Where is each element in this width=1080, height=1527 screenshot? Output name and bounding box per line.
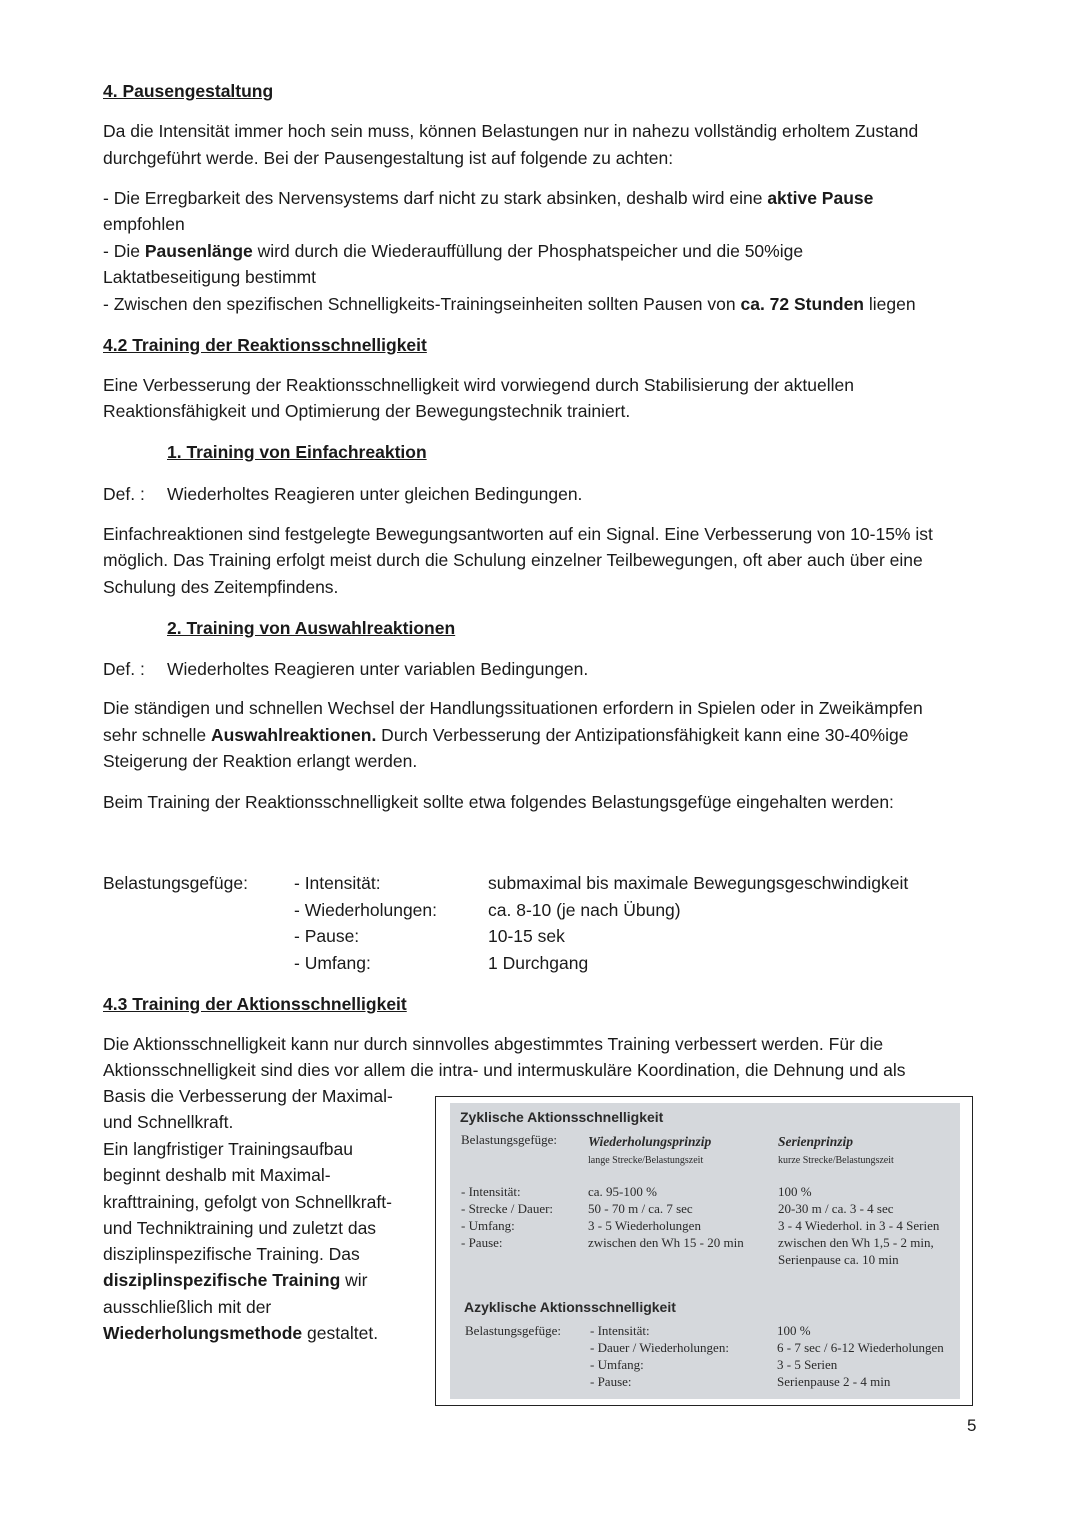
paragraph-line: empfohlen [103,214,185,234]
zyk-key: - Strecke / Dauer: [461,1201,554,1216]
text: wird durch die Wiederauffüllung der Phosphatspeicher und die 50%ige [252,241,804,261]
paragraph-line: durchgeführt werde. Bei der Pausengestaltung ist auf folgende zu achten: [103,148,674,168]
wiederholungsprinzip-sub: lange Strecke/Belastungszeit [588,1155,704,1166]
zyklisch-title: Zyklische Aktionsschnelligkeit [460,1109,664,1125]
bg-value: ca. 8-10 (je nach Übung) [488,900,681,920]
azy-key: - Umfang: [590,1357,644,1372]
paragraph-line: krafttraining, gefolgt von Schnellkraft- [103,1192,392,1212]
paragraph-line: Ein langfristiger Trainingsaufbau [103,1139,354,1159]
definition-label: Def. : [103,484,145,504]
wp-value: 3 - 5 Wiederholungen [588,1218,701,1233]
paragraph-line: Reaktionsfähigkeit und Optimierung der Bewegungstechnik trainiert. [103,401,631,421]
sp-value: 3 - 4 Wiederhol. in 3 - 4 Serien [778,1218,940,1233]
paragraph-line: disziplinspezifische Training. Das [103,1244,360,1264]
paragraph-line [103,1320,378,1346]
paragraph-line: Steigerung der Reaktion erlangt werden. [103,751,418,771]
paragraph-line: ausschließlich mit der [103,1297,272,1317]
definition-label: Def. : [103,659,145,679]
definition-text: Wiederholtes Reagieren unter gleichen Bedingungen. [167,484,583,504]
text: wir [340,1270,368,1290]
page-number: 5 [967,1416,977,1435]
belastungsgefuege-label: Belastungsgefüge: [103,873,248,893]
paragraph-line: Die Aktionsschnelligkeit kann nur durch sinnvolles abgestimmtes Training verbessert werden. Für die [103,1034,884,1054]
zyk-key: - Pause: [461,1235,503,1250]
paragraph-line: Da die Intensität immer hoch sein muss, können Belastungen nur in nahezu vollständig erholtem Zustand [103,121,919,141]
subsection-title-einfachreaktion: 1. Training von Einfachreaktion [167,442,427,462]
serienprinzip-sub: kurze Strecke/Belastungszeit [778,1155,894,1166]
bg-key: - Umfang: [294,953,371,973]
paragraph-line: und Schnellkraft. [103,1112,234,1132]
paragraph-line: Einfachreaktionen sind festgelegte Bewegungsantworten auf ein Signal. Eine Verbesserung von 10-15% ist [103,524,933,544]
text: liegen [864,294,916,314]
bg-value: 1 Durchgang [488,953,589,973]
paragraph-line: Schulung des Zeitempfindens. [103,577,339,597]
zyklisch-bg-label: Belastungsgefüge: [461,1132,558,1147]
bold-text: disziplinspezifische Training [103,1270,341,1290]
text: - Zwischen den spezifischen Schnelligkeits-Trainingseinheiten sollten Pausen von [103,294,741,314]
bold-text: Auswahlreaktionen. [210,725,377,745]
paragraph-line: möglich. Das Training erfolgt meist durch die Schulung einzelner Teilbewegungen, oft aber auch über eine [103,550,923,570]
section-title-aktionsschnelligkeit: 4.3 Training der Aktionsschnelligkeit [103,994,407,1014]
azyklisch-title: Azyklische Aktionsschnelligkeit [464,1299,676,1315]
paragraph-line: beginnt deshalb mit Maximal- [103,1165,331,1185]
paragraph-line [103,722,908,748]
wp-value: ca. 95-100 % [588,1184,657,1199]
serienprinzip-title: Serienprinzip [778,1134,854,1149]
text: Durch Verbesserung der Antizipationsfähigkeit kann eine 30-40%ige [376,725,909,745]
text: gestaltet. [302,1323,379,1343]
paragraph-line: und Techniktraining und zuletzt das [103,1218,377,1238]
azyklisch-bg-label: Belastungsgefüge: [465,1323,562,1338]
definition-text: Wiederholtes Reagieren unter variablen Bedingungen. [167,659,589,679]
sp-value: Serienpause ca. 10 min [778,1252,899,1267]
bold-text: Pausenlänge [144,241,253,261]
sp-value: zwischen den Wh 1,5 - 2 min, [778,1235,934,1250]
azy-key: - Pause: [590,1374,632,1389]
paragraph-line: Basis die Verbesserung der Maximal- [103,1086,393,1106]
section-title-reaktionsschnelligkeit: 4.2 Training der Reaktionsschnelligkeit [103,335,427,355]
bullet-pausenlaenge [103,238,803,264]
bg-key: - Intensität: [294,873,381,893]
bold-text: aktive Pause [767,188,874,208]
paragraph-line: Eine Verbesserung der Reaktionsschnelligkeit wird vorwiegend durch Stabilisierung der aktuellen [103,375,854,395]
paragraph-line: Die ständigen und schnellen Wechsel der Handlungssituationen erfordern in Spielen oder in Zweikämpfen [103,698,923,718]
azy-key: - Intensität: [590,1323,650,1338]
bg-value: 10-15 sek [488,926,565,946]
paragraph-line: Laktatbeseitigung bestimmt [103,267,317,287]
scanned-table [450,1103,960,1399]
bullet-72-stunden [103,291,916,317]
azy-value: 6 - 7 sec / 6-12 Wiederholungen [777,1340,944,1355]
subsection-title-auswahlreaktionen: 2. Training von Auswahlreaktionen [167,618,456,638]
bg-value: submaximal bis maximale Bewegungsgeschwindigkeit [488,873,909,893]
paragraph-line [103,1267,368,1293]
bold-text: ca. 72 Stunden [740,294,864,314]
scanned-table-frame [435,1096,973,1406]
bold-text: Wiederholungsmethode [103,1323,303,1343]
wp-value: 50 - 70 m / ca. 7 sec [588,1201,693,1216]
zyk-key: - Intensität: [461,1184,521,1199]
paragraph-line: Aktionsschnelligkeit sind dies vor allem die intra- und intermuskuläre Koordination, die Dehnung und als [103,1060,906,1080]
bg-key: - Wiederholungen: [294,900,437,920]
wiederholungsprinzip-title: Wiederholungsprinzip [588,1134,712,1149]
azy-value: 3 - 5 Serien [777,1357,838,1372]
bullet-aktive-pause [103,185,873,211]
zyk-key: - Umfang: [461,1218,515,1233]
sp-value: 20-30 m / ca. 3 - 4 sec [778,1201,894,1216]
wp-value: zwischen den Wh 15 - 20 min [588,1235,744,1250]
text: sehr schnelle [103,725,211,745]
text: - Die Erregbarkeit des Nervensystems darf nicht zu stark absinken, deshalb wird eine [103,188,768,208]
azy-value: Serienpause 2 - 4 min [777,1374,891,1389]
bg-key: - Pause: [294,926,360,946]
section-title-pausengestaltung: 4. Pausengestaltung [103,81,274,101]
azy-key: - Dauer / Wiederholungen: [590,1340,729,1355]
sp-value: 100 % [778,1184,812,1199]
paragraph-line: Beim Training der Reaktionsschnelligkeit sollte etwa folgendes Belastungsgefüge eingehalten werden: [103,792,894,812]
azy-value: 100 % [777,1323,811,1338]
text: - Die [103,241,145,261]
